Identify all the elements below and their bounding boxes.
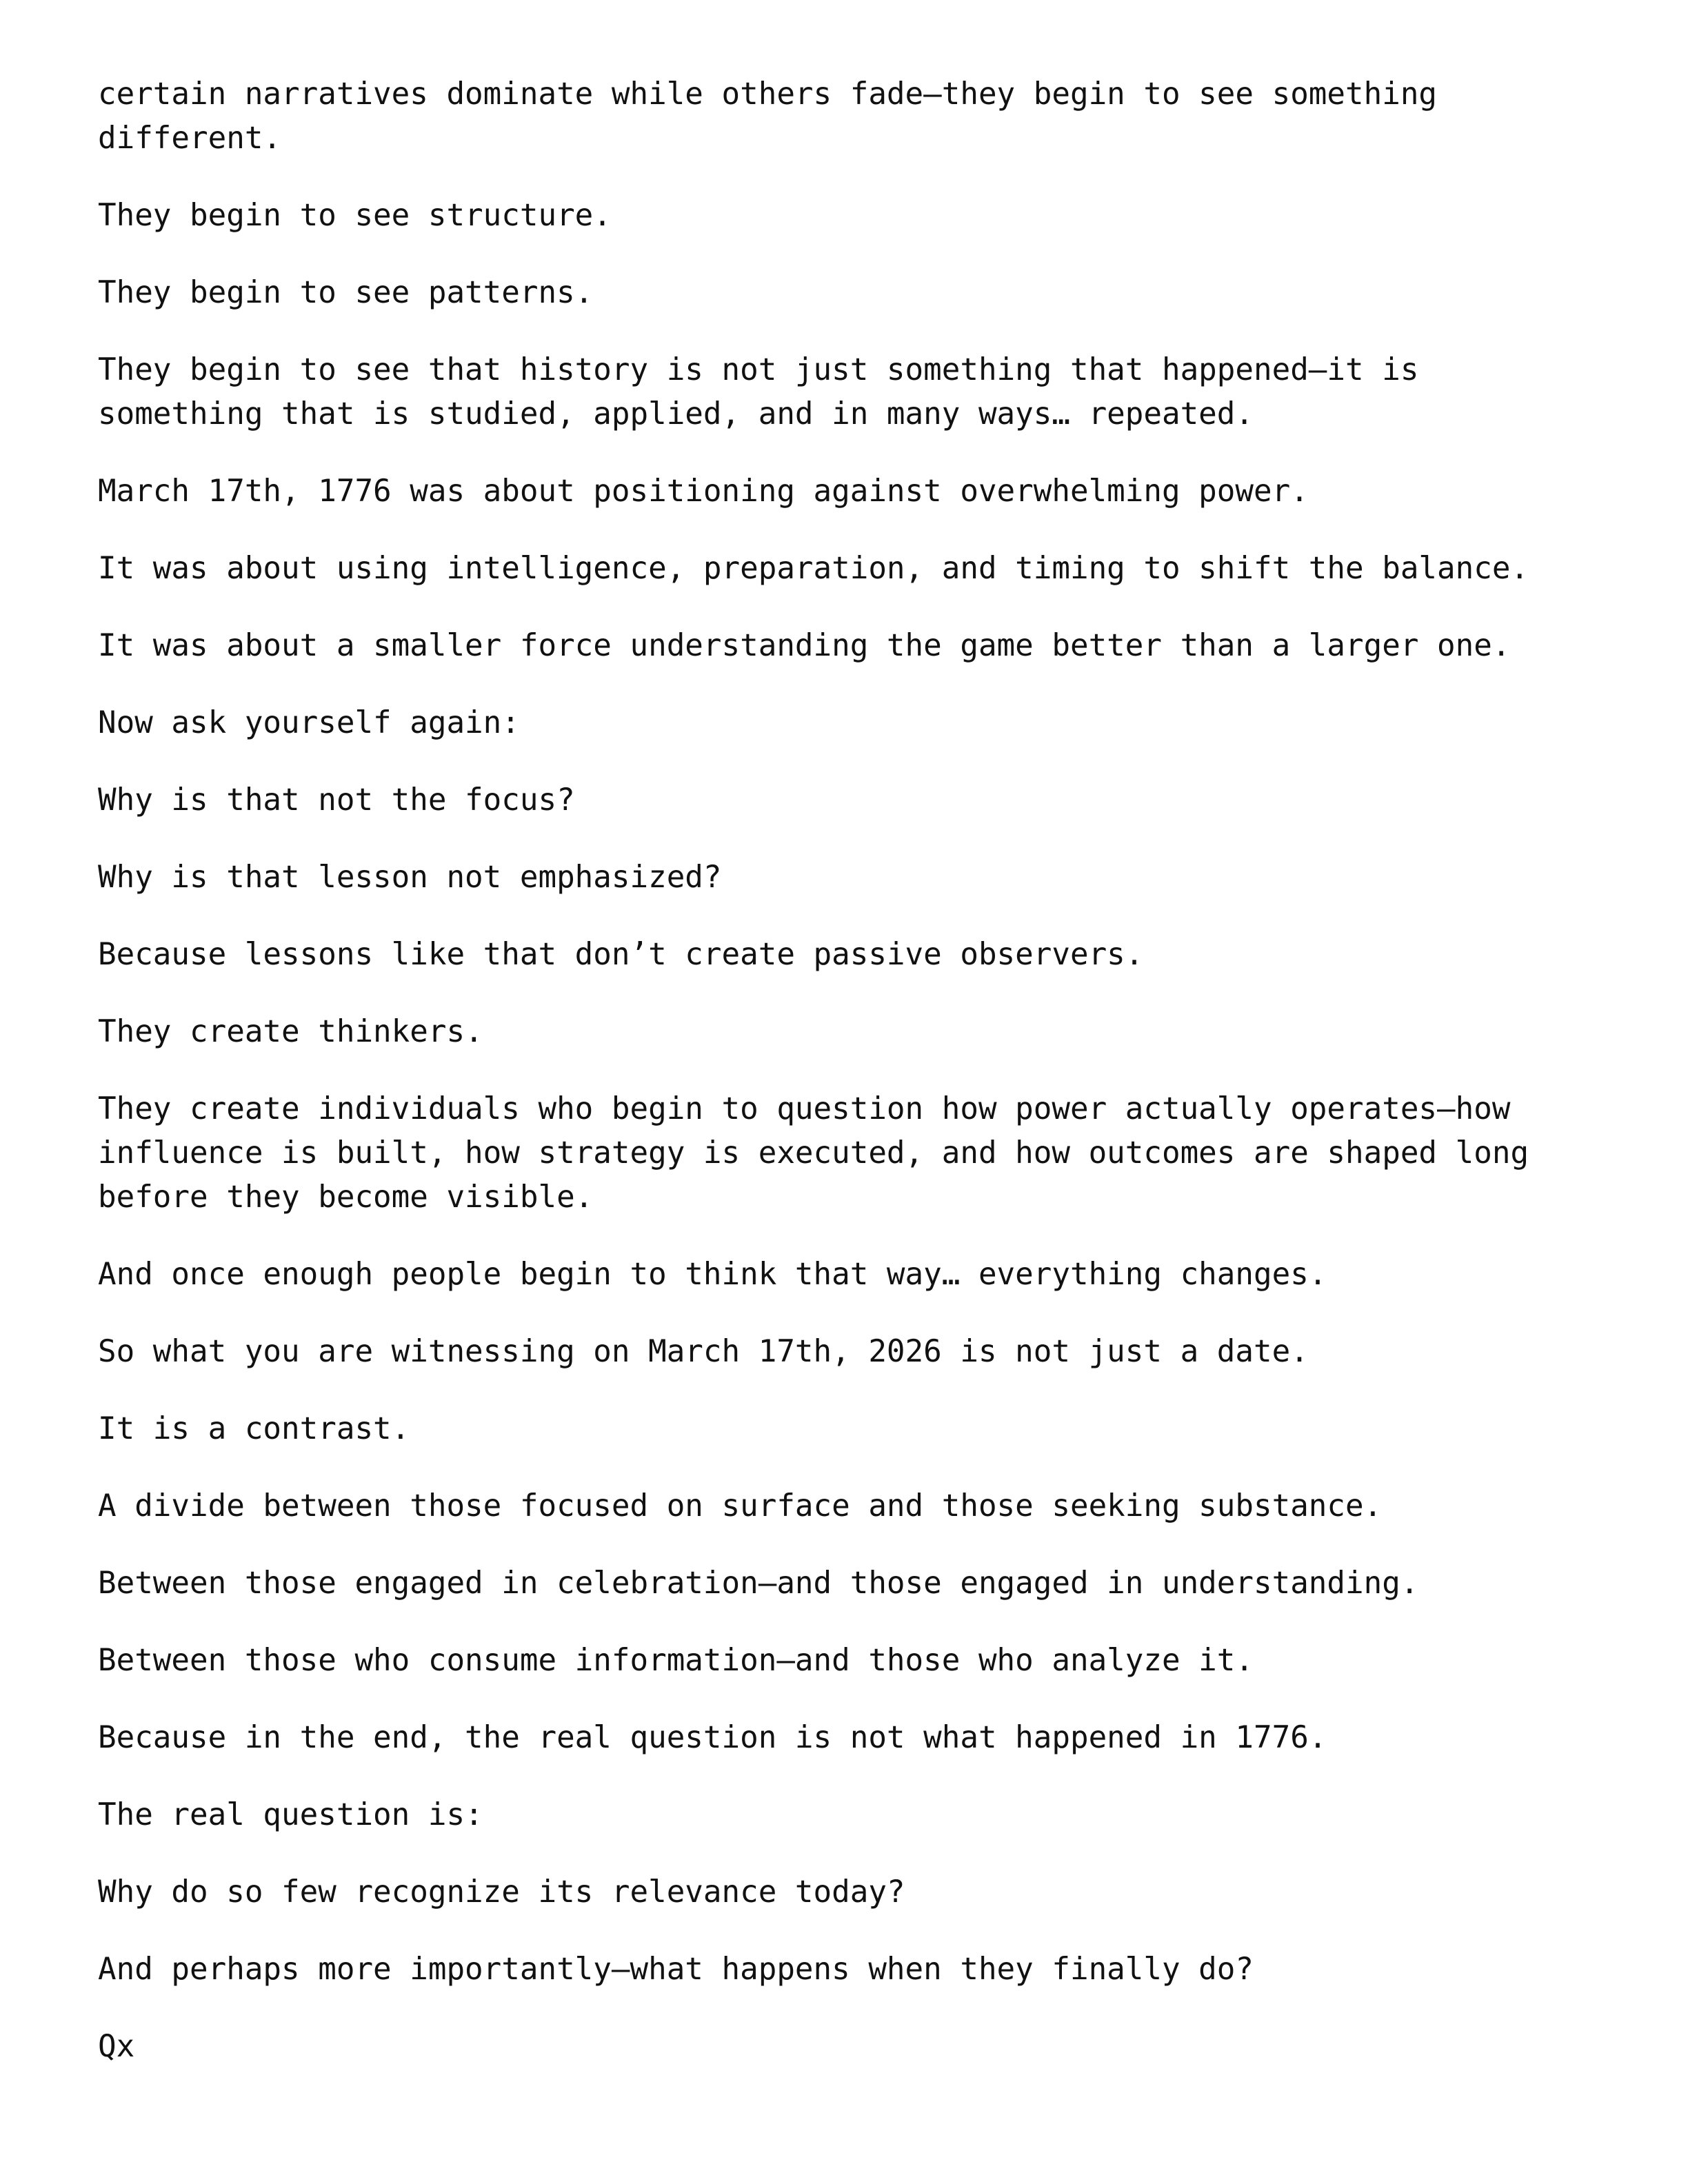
document-page <box>98 72 1615 2069</box>
paragraph: They begin to see patterns. <box>98 275 594 310</box>
paragraph: Why is that not the focus? <box>98 782 575 818</box>
signature-text: Qx <box>98 2029 135 2064</box>
paragraph: Because in the end, the real question is not what happened in 1776. <box>98 1720 1327 1755</box>
paragraph: It was about using intelligence, preparation, and timing to shift the balance. <box>98 551 1529 586</box>
paragraph: They begin to see that history is not just something that happened—it is something that is studied, applied, and in many ways… repeated. <box>98 352 1419 432</box>
paragraph: They create individuals who begin to question how power actually operates—how influence is built, how strategy is executed, and how outcomes are shaped long before they become visible. <box>98 1091 1529 1215</box>
paragraph: A divide between those focused on surface and those seeking substance. <box>98 1488 1383 1524</box>
paragraph: Because lessons like that don’t create passive observers. <box>98 937 1144 972</box>
paragraph: The real question is: <box>98 1797 483 1832</box>
paragraph: And once enough people begin to think that way… everything changes. <box>98 1257 1327 1292</box>
paragraph: It was about a smaller force understanding the game better than a larger one. <box>98 628 1511 663</box>
paragraph: They begin to see structure. <box>98 198 612 233</box>
paragraph: certain narratives dominate while others fade—they begin to see something different. <box>98 77 1438 156</box>
paragraph: Why is that lesson not emphasized? <box>98 860 722 895</box>
paragraph: It is a contrast. <box>98 1411 410 1446</box>
paragraph: Why do so few recognize its relevance today? <box>98 1874 905 1910</box>
paragraph: March 17th, 1776 was about positioning against overwhelming power. <box>98 474 1309 509</box>
paragraph: Between those who consume information—and those who analyze it. <box>98 1643 1254 1678</box>
paragraph: Between those engaged in celebration—and those engaged in understanding. <box>98 1566 1419 1601</box>
paragraph: And perhaps more importantly—what happens when they finally do? <box>98 1952 1254 1987</box>
paragraph: They create thinkers. <box>98 1014 483 1049</box>
paragraph: Now ask yourself again: <box>98 705 520 740</box>
paragraph: So what you are witnessing on March 17th, 2026 is not just a date. <box>98 1334 1309 1369</box>
